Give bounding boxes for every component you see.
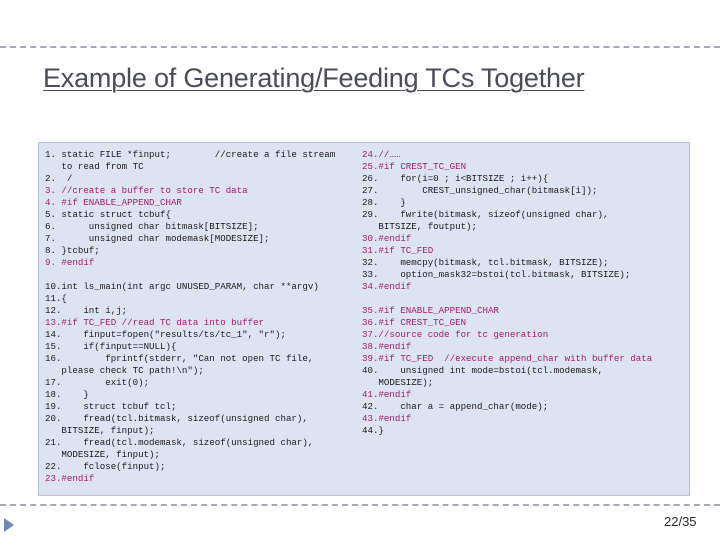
code-line: 7. unsigned char modemask[MODESIZE]; [45, 233, 270, 244]
code-line [362, 293, 652, 305]
code-line: 22. fclose(finput); [45, 461, 166, 472]
code-line: 3. //create a buffer to store TC data [45, 185, 248, 196]
code-line: 15. if(finput==NULL){ [45, 341, 177, 352]
triangle-bullet-icon [4, 518, 14, 532]
page-title: Example of Generating/Feeding TCs Together [43, 63, 585, 93]
code-line: 30.#endif [362, 233, 412, 244]
code-line: 1. static FILE *finput; //create a file stream [45, 149, 336, 160]
code-line: 18. } [45, 389, 89, 400]
code-line: 24.//…… [362, 149, 401, 160]
code-panel [38, 142, 690, 496]
code-line: 25.#if CREST_TC_GEN [362, 161, 467, 172]
code-line: 10.int ls_main(int argc UNUSED_PARAM, char **argv) [45, 281, 319, 292]
code-line: 17. exit(0); [45, 377, 150, 388]
code-line: 2. / [45, 173, 73, 184]
code-line: 29. fwrite(bitmask, sizeof(unsigned char), [362, 209, 609, 220]
code-line: 41.#endif [362, 389, 412, 400]
code-line: 4. #if ENABLE_APPEND_CHAR [45, 197, 182, 208]
code-line: 39.#if TC_FED //execute append_char with buffer data [362, 353, 653, 364]
code-line: 28. } [362, 197, 406, 208]
code-line: 23.#endif [45, 473, 95, 484]
code-line: to read from TC [45, 161, 144, 172]
code-line: 38.#endif [362, 341, 412, 352]
page-number: 22/35 [664, 514, 697, 529]
code-line: 12. int i,j; [45, 305, 128, 316]
code-line: 21. fread(tcl.modemask, sizeof(unsigned char), [45, 437, 314, 448]
code-line: 31.#if TC_FED [362, 245, 434, 256]
code-line: 8. }tcbuf; [45, 245, 100, 256]
code-line: 34.#endif [362, 281, 412, 292]
code-line: 36.#if CREST_TC_GEN [362, 317, 467, 328]
code-line: 26. for(i=0 ; i<BITSIZE ; i++){ [362, 173, 549, 184]
code-column-left [45, 149, 335, 485]
code-line: 19. struct tcbuf tcl; [45, 401, 177, 412]
code-line: 16. fprintf(stderr, "Can not open TC file, [45, 353, 314, 364]
code-line: 14. finput=fopen("results/ts/tc_1", "r"); [45, 329, 286, 340]
code-line: 20. fread(tcl.bitmask, sizeof(unsigned char), [45, 413, 308, 424]
code-line: 43.#endif [362, 413, 412, 424]
top-divider [0, 46, 720, 48]
code-line: 42. char a = append_char(mode); [362, 401, 549, 412]
code-line: BITSIZE, finput); [45, 425, 155, 436]
code-line: 40. unsigned int mode=bstoi(tcl.modemask, [362, 365, 603, 376]
code-line: 32. memcpy(bitmask, tcl.bitmask, BITSIZE); [362, 257, 609, 268]
code-line: 6. unsigned char bitmask[BITSIZE]; [45, 221, 259, 232]
code-line: MODESIZE, finput); [45, 449, 160, 460]
code-line: 35.#if ENABLE_APPEND_CHAR [362, 305, 499, 316]
code-line: 33. option_mask32=bstoi(tcl.bitmask, BITSIZE); [362, 269, 631, 280]
code-line: 9. #endif [45, 257, 95, 268]
code-line: please check TC path!\n"); [45, 365, 204, 376]
code-line: 13.#if TC_FED //read TC data into buffer [45, 317, 265, 328]
code-line [45, 269, 335, 281]
code-line: 37.//source code for tc generation [362, 329, 549, 340]
code-line: 5. static struct tcbuf{ [45, 209, 171, 220]
code-column-right [362, 149, 652, 437]
bottom-divider [0, 504, 720, 506]
code-line: MODESIZE); [362, 377, 434, 388]
code-line: 11.{ [45, 293, 67, 304]
code-line: 27. CREST_unsigned_char(bitmask[i]); [362, 185, 598, 196]
code-line: 44.} [362, 425, 384, 436]
code-line: BITSIZE, foutput); [362, 221, 477, 232]
